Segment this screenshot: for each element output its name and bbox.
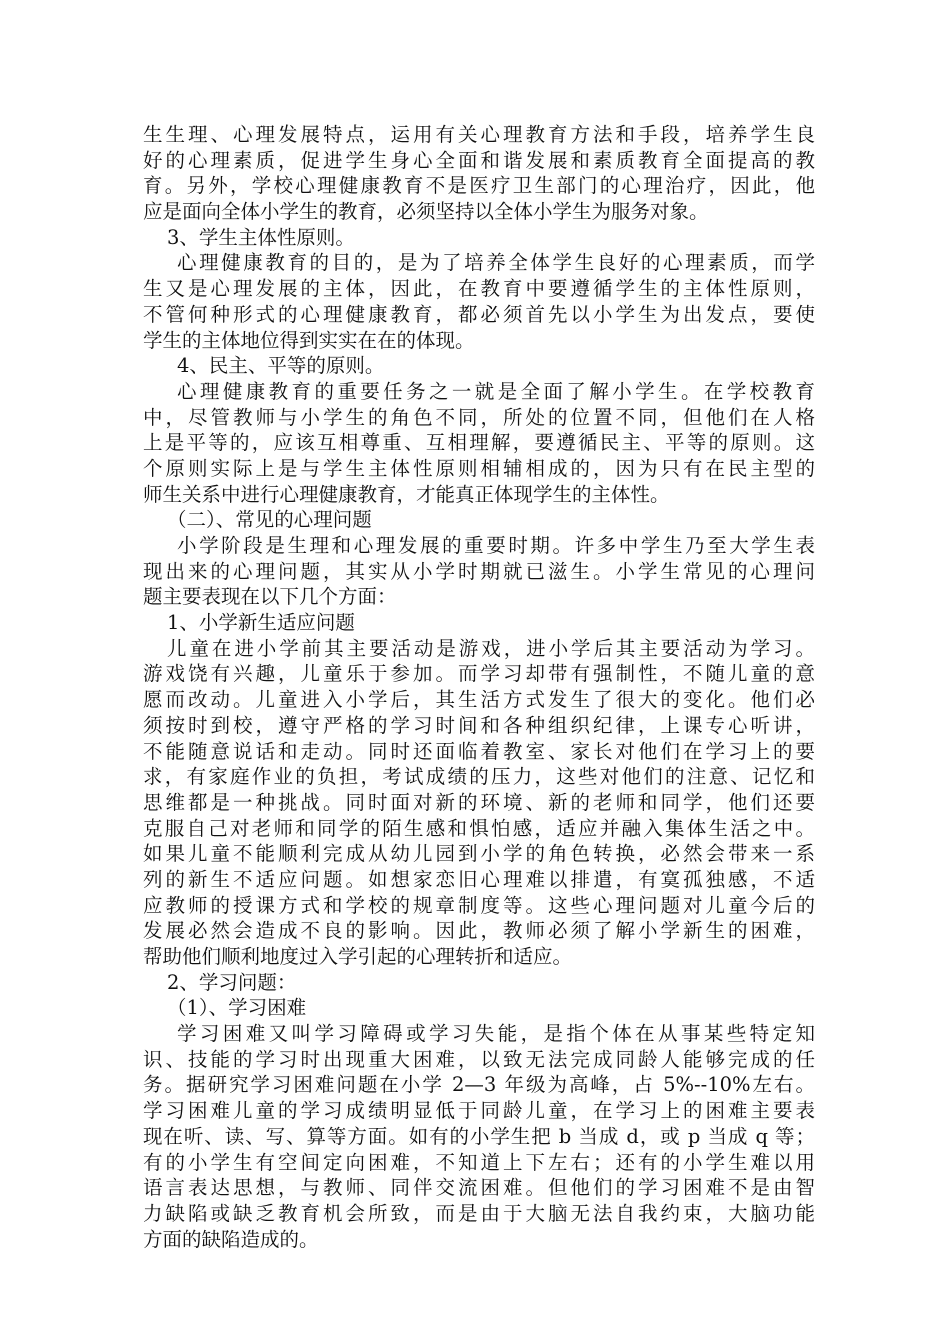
text-line: 学习困难儿童的学习成绩明显低于同龄儿童，在学习上的困难主要表 [143, 1099, 815, 1123]
text-line: 须按时到校，遵守严格的学习时间和各种组织纪律，上课专心听讲， [143, 713, 815, 737]
text-line: 识、技能的学习时出现重大困难，以致无法完成同龄人能够完成的任 [143, 1047, 815, 1071]
text-line: 方面的缺陷造成的。 [143, 1227, 319, 1251]
text-line: 好的心理素质，促进学生身心全面和谐发展和素质教育全面提高的教 [143, 148, 815, 172]
text-line: 题主要表现在以下几个方面： [143, 585, 397, 609]
section-heading: 1、小学新生适应问题 [167, 611, 355, 635]
text-line: 不能随意说话和走动。同时还面临着教室、家长对他们在学习上的要 [143, 739, 815, 763]
text-line: 学习困难又叫学习障碍或学习失能，是指个体在从事某些特定知 [177, 1022, 815, 1046]
text-line: 克服自己对老师和同学的陌生感和惧怕感，适应并融入集体生活之中。 [143, 816, 815, 840]
text-line: 生又是心理发展的主体，因此，在教育中要遵循学生的主体性原则， [143, 277, 815, 301]
text-line: 愿而改动。儿童进入小学后，其生活方式发生了很大的变化。他们必 [143, 688, 815, 712]
text-line: 游戏饶有兴趣，儿童乐于参加。而学习却带有强制性，不随儿童的意 [143, 662, 815, 686]
text-line: 儿童在进小学前其主要活动是游戏，进小学后其主要活动为学习。 [167, 636, 815, 660]
section-heading: 2、学习问题： [167, 970, 297, 994]
text-line: 育。另外，学校心理健康教育不是医疗卫生部门的心理治疗，因此，他 [143, 174, 815, 198]
text-line: 现出来的心理问题，其实从小学时期就已滋生。小学生常见的心理问 [143, 559, 815, 583]
text-line: 上是平等的，应该互相尊重、互相理解，要遵循民主、平等的原则。这 [143, 431, 815, 455]
text-line: 生生理、心理发展特点，运用有关心理教育方法和手段，培养学生良 [143, 123, 815, 146]
text-line: 发展必然会造成不良的影响。因此，教师必须了解小学新生的困难， [143, 919, 815, 943]
text-line: 现在听、读、写、算等方面。如有的小学生把 b 当成 d，或 p 当成 q 等； [143, 1124, 815, 1148]
text-line: 力缺陷或缺乏教育机会所致，而是由于大脑无法自我约束，大脑功能 [143, 1201, 815, 1225]
text-line: 中，尽管教师与小学生的角色不同，所处的位置不同，但他们在人格 [143, 405, 815, 429]
text-line: 如果儿童不能顺利完成从幼儿园到小学的角色转换，必然会带来一系 [143, 842, 815, 866]
text-line: 师生关系中进行心理健康教育，才能真正体现学生的主体性。 [143, 482, 670, 506]
document-page [143, 122, 815, 1252]
text-line: 务。据研究学习困难问题在小学 2—3 年级为高峰，占 5%--10%左右。 [143, 1073, 815, 1097]
text-line: 心理健康教育的重要任务之一就是全面了解小学生。在学校教育 [177, 379, 815, 403]
section-heading: （二）、常见的心理问题 [167, 508, 372, 532]
text-line: 学生的主体地位得到实实在在的体现。 [143, 328, 475, 352]
text-line: 小学阶段是生理和心理发展的重要时期。许多中学生乃至大学生表 [177, 534, 815, 557]
section-heading: 4、民主、平等的原则。 [177, 354, 385, 378]
section-heading: （1）、学习困难 [167, 996, 307, 1020]
text-line: 不管何种形式的心理健康教育，都必须首先以小学生为出发点，要使 [143, 302, 815, 326]
text-line: 列的新生不适应问题。如想家恋旧心理难以排遣，有寞孤独感，不适 [143, 867, 815, 891]
text-line: 语言表达思想，与教师、同伴交流困难。但他们的学习困难不是由智 [143, 1176, 815, 1200]
text-line: 应教师的授课方式和学校的规章制度等。这些心理问题对儿童今后的 [143, 893, 815, 917]
text-line: 应是面向全体小学生的教育，必须坚持以全体小学生为服务对象。 [143, 200, 709, 224]
text-line: 帮助他们顺利地度过入学引起的心理转折和适应。 [143, 945, 573, 968]
text-line: 心理健康教育的目的，是为了培养全体学生良好的心理素质，而学 [177, 251, 815, 275]
section-heading: 3、学生主体性原则。 [167, 225, 355, 249]
text-line: 思维都是一种挑战。同时面对新的环境、新的老师和同学，他们还要 [143, 790, 815, 814]
text-line: 求，有家庭作业的负担，考试成绩的压力，这些对他们的注意、记忆和 [143, 765, 815, 789]
text-line: 有的小学生有空间定向困难，不知道上下左右；还有的小学生难以用 [143, 1150, 815, 1174]
text-line: 个原则实际上是与学生主体性原则相辅相成的，因为只有在民主型的 [143, 456, 815, 480]
